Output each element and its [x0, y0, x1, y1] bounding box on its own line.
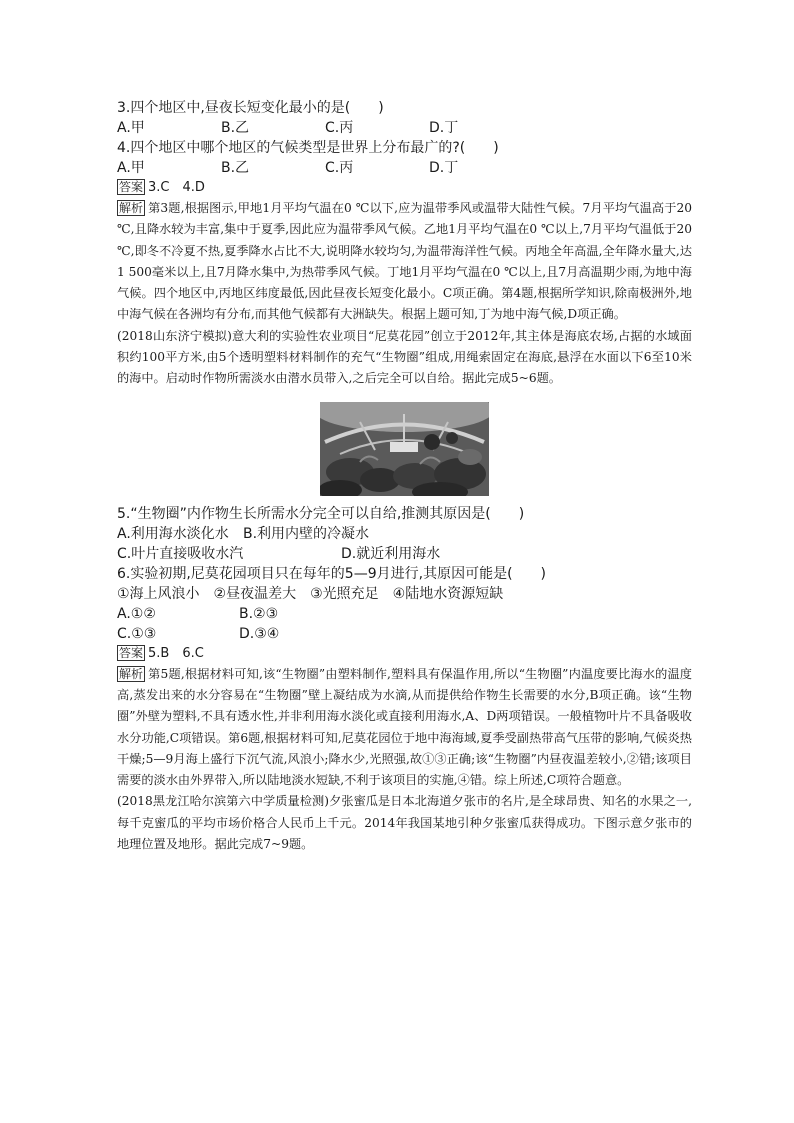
option-b: B.乙 [221, 160, 250, 176]
answer-value: 3.C 4.D [148, 180, 205, 195]
question-4: 4.四个地区中哪个地区的气候类型是世界上分布最广的?( ) [117, 140, 499, 156]
option-d: D.丁 [429, 160, 459, 176]
option-a: A.利用海水淡化水 [117, 525, 229, 542]
question-5: 5.“生物圈”内作物生长所需水分完全可以自给,推测其原因是( ) [117, 505, 525, 522]
question-3-options [117, 118, 692, 138]
option-c: C.丙 [325, 120, 354, 136]
option-b: B.利用内壁的冷凝水 [243, 525, 370, 542]
option-a: A.甲 [117, 120, 145, 136]
answer-3-4 [117, 178, 692, 198]
nemo-garden-photo [320, 402, 489, 496]
option-d: D.丁 [429, 120, 459, 136]
question-6: 6.实验初期,尼莫花园项目只在每年的5—9月进行,其原因可能是( ) [117, 565, 546, 582]
question-5-options-row-2 [117, 544, 692, 564]
option-b: B.乙 [221, 120, 250, 136]
material-7-9: (2018黑龙江哈尔滨第六中学质量检测)夕张蜜瓜是日本北海道夕张市的名片,是全球昂贵、知名的水果之一,每千克蜜瓜的平均市场价格合人民币上千元。2014年我国某地引种夕张蜜瓜获得成功。下图示意夕张市的地理位置及地形。据此完成7~9题。 [117, 794, 692, 852]
option-a: A.①② [117, 605, 156, 622]
option-c: C.丙 [325, 160, 354, 176]
question-6-statements: ①海上风浪小 ②昼夜温差大 ③光照充足 ④陆地水资源短缺 [117, 585, 504, 602]
question-6-options-row-2 [117, 624, 692, 644]
option-c: C.叶片直接吸收水汽 [117, 545, 244, 562]
page-content [117, 98, 692, 855]
option-d: D.就近利用海水 [341, 545, 441, 562]
option-a: A.甲 [117, 160, 145, 176]
question-5-options-row-1 [117, 524, 692, 544]
option-c: C.①③ [117, 625, 157, 642]
answer-value: 5.B 6.C [148, 645, 204, 661]
material-5-6: (2018山东济宁模拟)意大利的实验性农业项目“尼莫花园”创立于2012年,其主体是海底农场,占据的水域面积约100平方米,由5个透明塑料材料制作的充气“生物圈”组成,用绳索固定在海底,悬浮在水面以下6至10米的海中。启动时作物所需淡水由潜水员带入,之后完全可以自给。据此完成5~6题。 [117, 328, 692, 386]
explanation-text: 第3题,根据图示,甲地1月平均气温在0 ℃以下,应为温带季风或温带大陆性气候。7月平均气温高于20 ℃,且降水较为丰富,集中于夏季,因此应为温带季风气候。乙地1月平均气温在0 ℃以上,7月平均气温低于20 ℃,即冬不冷夏不热,夏季降水占比不大,说明降水较均匀,为温带海洋性气候。丙地全年高温,全年降水量大,达1 500毫米以上,且7月降水集中,为热带季风气候。丁地1月平均气温在0 ℃以上,且7月高温期少雨,为地中海气候。四个地区中,丙地区纬度最低,因此昼夜长短变化最小。C项正确。第4题,根据所学知识,除南极洲外,地中海气候在各洲均有分布,而其他气候都有大洲缺失。根据上题可知,丁为地中海气候,D项正确。 [117, 201, 692, 322]
question-6-options-row-1 [117, 604, 692, 624]
question-4-options [117, 158, 692, 178]
explanation-label: 解析 [119, 666, 144, 681]
option-d: D.③④ [239, 625, 280, 642]
explanation-text: 第5题,根据材料可知,该“生物圈”由塑料制作,塑料具有保温作用,所以“生物圈”内温度要比海水的温度高,蒸发出来的水分容易在“生物圈”壁上凝结成为水滴,从而提供给作物生长需要的水分,B项正确。该“生物圈”外壁为塑料,不具有透水性,并非利用海水淡化或直接利用海水,A、D两项错误。一般植物叶片不具备吸收水分功能,C项错误。第6题,根据材料可知,尼莫花园位于地中海海域,夏季受副热带高气压带的影响,气候炎热干燥;5—9月海上盛行下沉气流,风浪小;降水少,光照强,故①③正确;该“生物圈”内昼夜温差较小,②错;该项目需要的淡水由外界带入,所以陆地淡水短缺,不利于该项目的实施,④错。综上所述,C项符合题意。 [117, 666, 692, 788]
question-3: 3.四个地区中,昼夜长短变化最小的是( ) [117, 100, 384, 116]
answer-5-6 [117, 644, 692, 664]
answer-label: 答案 [119, 645, 144, 660]
option-b: B.②③ [239, 605, 279, 622]
explanation-label: 解析 [119, 201, 144, 215]
answer-label: 答案 [119, 180, 144, 194]
explanation-5-6 [117, 664, 692, 792]
explanation-3-4 [117, 198, 692, 326]
